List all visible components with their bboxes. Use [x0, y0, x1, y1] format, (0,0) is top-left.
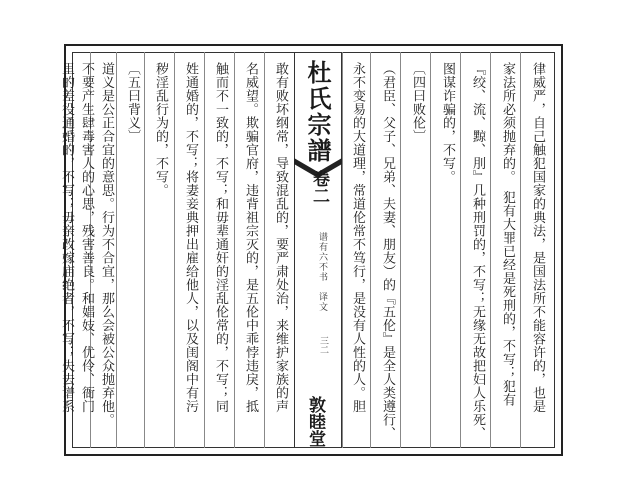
column-rule — [460, 52, 461, 448]
text-column: 『绞、流、黥、刖』几种刑罚的，不写；无缘无故把妇人乐死、 — [470, 62, 485, 440]
column-rule — [430, 52, 431, 448]
text-column: 家法所必须抛弃的。 犯有大罪已经是死刑的，不写；犯有 — [500, 62, 515, 407]
text-column: 里的差役通婚的，不写；毋亲改嫁庙绝者，不写；失去谱系 — [59, 62, 74, 413]
text-column: 律威严，自己触犯国家的典法，是国法所不能容许的，也是 — [530, 62, 545, 413]
hall-name: 敦睦堂 — [305, 396, 325, 447]
text-column: （君臣、父子、兄弟、夫妻、朋友）的『五伦』是全人类遵行、 — [380, 62, 395, 440]
section-heading: 〔五曰背义〕 — [125, 62, 140, 143]
column-rule — [400, 52, 401, 448]
page-number: 三二 — [318, 336, 328, 354]
column-rule — [174, 52, 175, 448]
column-rule — [116, 52, 117, 448]
text-column: 触而不一致的，不写；和毋辈通奸的淫乱伦常的，不写；同 — [213, 62, 228, 413]
column-rule — [234, 52, 235, 448]
clan-title: 杜氏宗譜 — [303, 60, 331, 164]
text-column: 不要产生肆毒害人的心思，残害善良。和娼妓、优伶、衙门 — [79, 62, 94, 413]
column-rule — [520, 52, 521, 448]
section-heading: 〔四曰败伦〕 — [410, 62, 425, 143]
column-rule — [342, 52, 343, 448]
text-column: 图谋诈骗的，不写。 — [440, 62, 455, 184]
column-rule — [204, 52, 205, 448]
text-column: 敢有败坏纲常，导致混乱的，要严肃处治，来维护家族的声 — [273, 62, 288, 413]
column-rule — [370, 52, 371, 448]
column-rule — [144, 52, 145, 448]
text-column: 姓通婚的，不写；将妻妾典押出雇给他人，以及闺阁中有污 — [183, 62, 198, 413]
volume-label: 卷二 — [309, 170, 329, 204]
text-column: 道义是公正合宜的意思。行为不合宜，那么会被公众抛弃他。 — [99, 62, 114, 427]
chapter-subtitle: 谱有六不书 译文 — [317, 232, 327, 312]
text-column: 名威望。欺骗官府，违背祖宗灭的，是五伦中乖悖违戾，抵 — [243, 62, 258, 413]
column-rule — [264, 52, 265, 448]
text-column: 永不变易的大道理，常道伦常不笃行，是没有人性的人。胆 — [350, 62, 365, 413]
text-column: 秽淫乱行为的，不写。 — [153, 62, 168, 197]
column-rule — [490, 52, 491, 448]
